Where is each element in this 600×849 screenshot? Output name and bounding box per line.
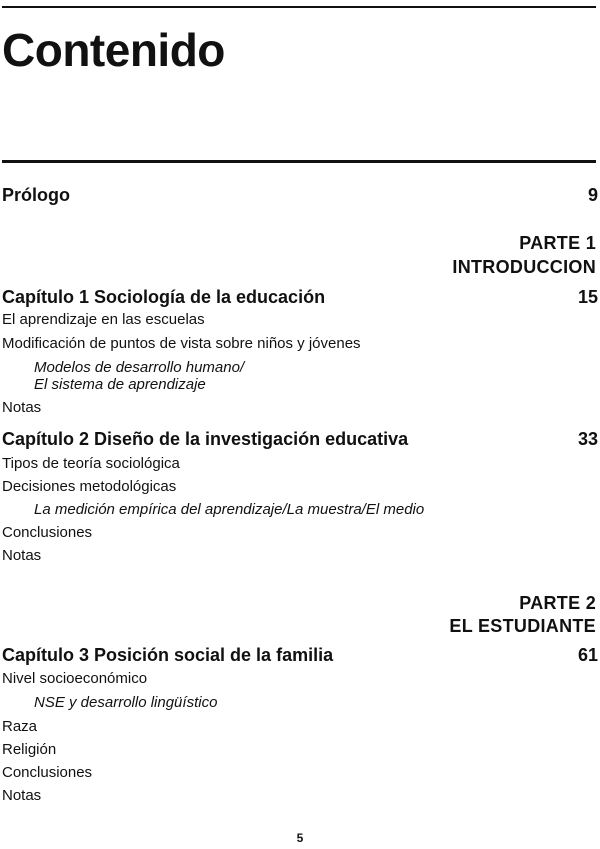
- toc-entry-label: Capítulo 2 Diseño de la investigación educativa: [2, 429, 409, 449]
- toc-subsection: La medición empírica del aprendizaje/La muestra/El medio: [34, 501, 425, 518]
- toc-subsection: El sistema de aprendizaje: [34, 376, 206, 393]
- toc-entry-chapter-2: [2, 428, 598, 450]
- toc-section: Notas: [2, 547, 42, 564]
- toc-entry-chapter-1: [2, 286, 598, 308]
- toc-entry-chapter-3: [2, 644, 598, 666]
- part-2-label: PARTE 2: [519, 593, 596, 613]
- toc-entry-page: 9: [587, 185, 598, 205]
- toc-section: El aprendizaje en las escuelas: [2, 311, 205, 328]
- toc-entry-page: 61: [577, 645, 598, 665]
- part-1-name: INTRODUCCION: [452, 257, 596, 277]
- toc-entry-prologue: [2, 184, 598, 206]
- toc-section: Religión: [2, 741, 57, 758]
- toc-entry-label: Capítulo 3 Posición social de la familia: [2, 645, 334, 665]
- toc-section: Conclusiones: [2, 524, 93, 541]
- toc-section: Notas: [2, 787, 42, 804]
- toc-section: Raza: [2, 718, 38, 735]
- top-rule: [2, 6, 596, 8]
- part-1-label: PARTE 1: [519, 233, 596, 253]
- page-title: Contenido: [2, 24, 225, 76]
- toc-entry-page: 15: [577, 287, 598, 307]
- toc-section: Decisiones metodológicas: [2, 478, 177, 495]
- toc-subsection: NSE y desarrollo lingüístico: [34, 694, 218, 711]
- page-number: 5: [296, 831, 304, 845]
- toc-section: Modificación de puntos de vista sobre niños y jóvenes: [2, 335, 361, 352]
- toc-section: Conclusiones: [2, 764, 93, 781]
- title-rule: [2, 160, 596, 163]
- toc-entry-label: Prólogo: [2, 185, 70, 205]
- toc-entry-label: Capítulo 1 Sociología de la educación: [2, 287, 326, 307]
- toc-section: Notas: [2, 399, 42, 416]
- part-2-name: EL ESTUDIANTE: [449, 616, 596, 636]
- toc-section: Tipos de teoría sociológica: [2, 455, 180, 472]
- toc-entry-page: 33: [577, 429, 598, 449]
- toc-section: Nivel socioeconómico: [2, 670, 148, 687]
- toc-subsection: Modelos de desarrollo humano/: [34, 359, 245, 376]
